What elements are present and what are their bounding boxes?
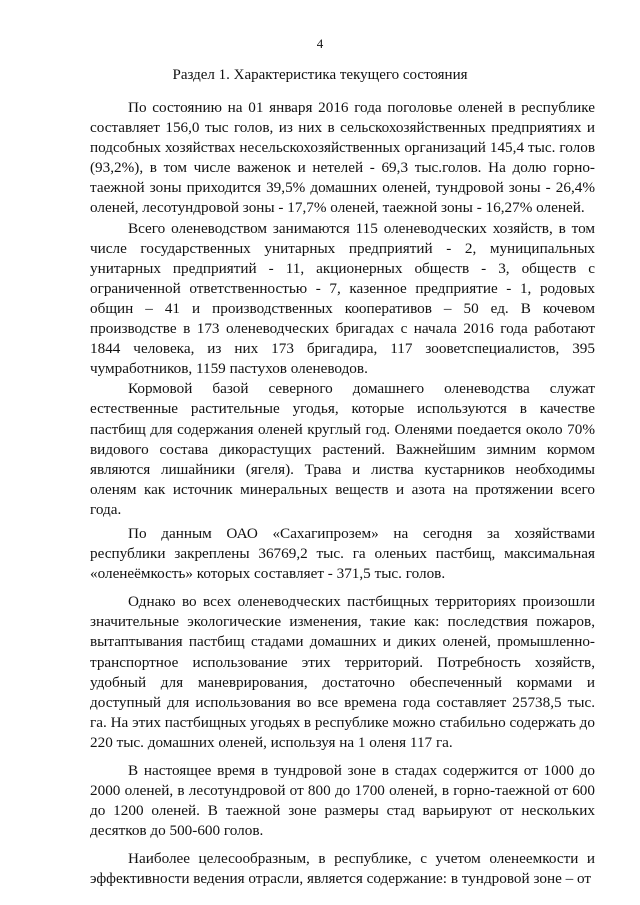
section-title: Раздел 1. Характеристика текущего состояния xyxy=(172,67,468,83)
document-body xyxy=(90,98,595,890)
page-number: 4 xyxy=(316,36,324,51)
paragraph-recommendation: Наиболее целесообразным, в республике, с учетом оленеемкости и эффективности ведения отрасли, является содержание: в тундровой зоне – от xyxy=(90,850,595,888)
paragraph-fodder: Кормовой базой северного домашнего оленеводства служат естественные растительные угодья, которые используются в качестве пастбищ для содержания оленей круглый год. Оленями поедается около 70% видового состава дикорастущих растений. Важнейшим зимним кормом являются лишайники (ягеля). Трава и листва кустарников необходимы оленям как источник минеральных веществ и азота на протяжении всего года. xyxy=(90,380,595,518)
paragraph-herd-sizes: В настоящее время в тундровой зоне в стадах содержится от 1000 до 2000 оленей, в лесотундровой от 800 до 1700 оленей, в горно-таежной от 600 до 1200 оленей. В таежной зоне размеры стад варьируют от нескольких десятков до 500-600 голов. xyxy=(90,762,595,840)
paragraph-livestock: По состоянию на 01 января 2016 года поголовье оленей в республике составляет 156,0 тыс голов, из них в сельскохозяйственных предприятиях и подсобных хозяйствах несельскохозяйственных организаций 145,4 тыс. голов (93,2%), в том числе важенок и нетелей - 69,3 тыс.голов. На долю горно-таежной зоны приходится 39,5% домашних оленей, тундровой зоны - 26,4% оленей, лесотундровой зоны - 17,7% оленей, таежной зоны - 16,27% оленей. xyxy=(90,99,595,217)
paragraph-pastures: По данным ОАО «Сахагипрозем» на сегодня за хозяйствами республики закреплены 36769,2 тыс. га оленьих пастбищ, максимальная «оленеёмкость» которых составляет - 371,5 тыс. голов. xyxy=(90,524,595,583)
paragraph-farms: Всего оленеводством занимаются 115 оленеводческих хозяйств, в том числе государственных унитарных предприятий - 2, муниципальных унитарных предприятий - 11, акционерных обществ - 3, обществ с ограниченной ответственностью - 7, казенное предприятие - 1, родовых общин – 41 и производственных кооперативов – 50 ед. В кочевом производстве в 173 оленеводческих бригадах с начала 2016 года работают 1844 человека, из них 173 бригадира, 117 зооветспециалистов, 395 чумработников, 1159 пастухов оленеводов. xyxy=(90,219,595,378)
paragraph-ecology: Однако во всех оленеводческих пастбищных территориях произошли значительные экологические изменения, такие как: последствия пожаров, вытаптывания пастбищ стадами домашних и диких оленей, промышленно-транспортное использование этих территорий. Потребность хозяйств, удобный для маневрирования, достаточно обеспеченный кормами и доступный для использования во все времена года составляет 25738,5 тыс. га. На этих пастбищных угодьях в республике можно стабильно содержать до 220 тыс. домашних оленей, используя на 1 оленя 117 га. xyxy=(90,593,595,751)
